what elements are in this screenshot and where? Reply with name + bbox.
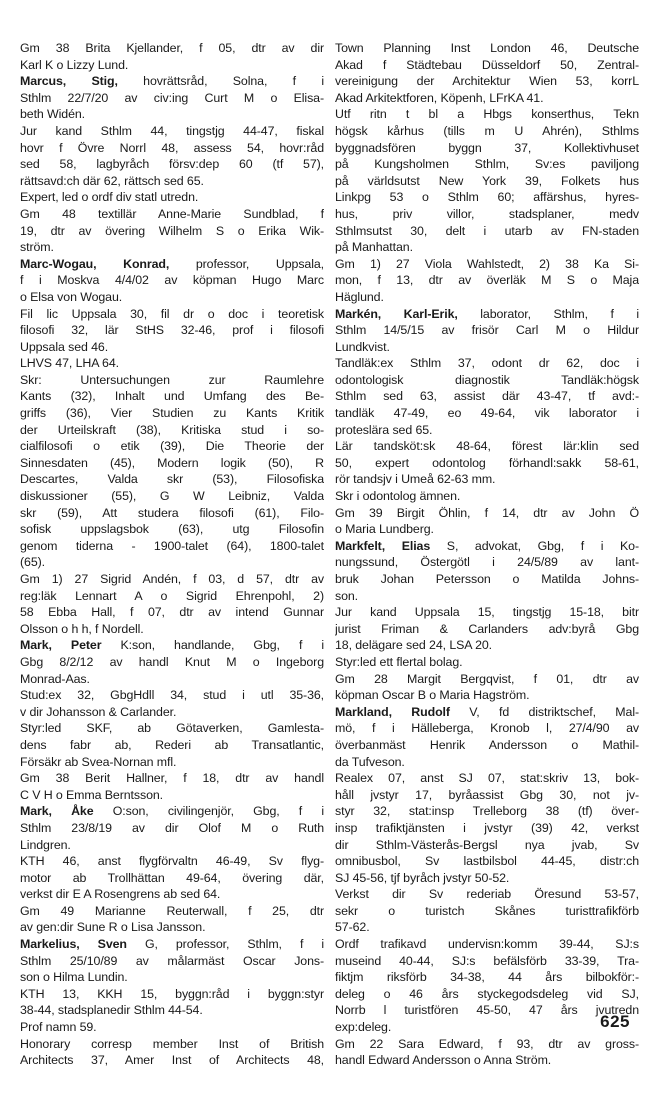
line-text: mon, f 13, dtr av överläk M S o Maja — [335, 273, 639, 288]
text-line — [335, 239, 639, 256]
line-text: C V H o Emma Berntsson. — [20, 787, 163, 802]
line-text: Lundkvist. — [335, 339, 390, 354]
line-text: styr 32, stat:insp Trelleborg 38 (tf) över- — [335, 804, 639, 819]
text-line — [335, 1019, 639, 1036]
text-line — [335, 322, 639, 339]
text-line — [20, 886, 324, 903]
left-column — [20, 40, 324, 1069]
text-line — [335, 687, 639, 704]
text-line — [20, 554, 324, 571]
line-text: 50, expert odontolog förhandl:sakk 58-61, — [335, 455, 639, 470]
page-number: 625 — [600, 1012, 630, 1031]
text-line — [20, 405, 324, 422]
text-line — [20, 1002, 324, 1019]
line-text: Fil lic Uppsala 30, fil dr o doc i teoretisk — [20, 306, 324, 321]
line-text: 18, delägare sed 24, LSA 20. — [335, 638, 493, 653]
entry-name: Marc-Wogau, Konrad, — [20, 256, 170, 271]
line-text: o Maria Lundberg. — [335, 522, 434, 537]
line-text: odontologisk diagnostik Tandläk:högsk — [335, 372, 639, 387]
text-line — [335, 870, 639, 887]
text-line — [335, 355, 639, 372]
text-line — [335, 571, 639, 588]
line-text: O:son, civilingenjör, Gbg, f i — [93, 804, 324, 819]
text-line — [335, 488, 639, 505]
text-line — [335, 770, 639, 787]
entry-name: Mark, Åke — [20, 804, 94, 819]
line-text: tandläk 47-49, eo 49-64, vik laborator i — [335, 406, 639, 421]
line-text: mö, f i Hälleberga, Kronob l, 27/4/90 av — [335, 721, 639, 736]
text-line — [20, 40, 324, 57]
line-text: son. — [335, 588, 359, 603]
line-text: ström. — [20, 240, 54, 255]
line-text: Sthlmsutst 30, delt i utarb av FN-staden — [335, 223, 639, 238]
text-line — [335, 189, 639, 206]
line-text: på Kungsholmen Sthlm, Sv:es paviljong — [335, 157, 639, 172]
text-line — [20, 189, 324, 206]
line-text: Akad Arkitektforen, Köpenh, LFrKA 41. — [335, 90, 544, 105]
line-text: verkst dir E A Rosengrens ab sed 64. — [20, 887, 221, 902]
line-text: griffs (36), Vier Studien zu Kants Kritik — [20, 406, 324, 421]
text-line — [335, 339, 639, 356]
text-line — [20, 372, 324, 389]
text-line — [335, 554, 639, 571]
text-line — [20, 140, 324, 157]
text-line — [20, 903, 324, 920]
entry-heading-line — [20, 803, 324, 820]
line-text: på Manhattan. — [335, 240, 413, 255]
text-line — [20, 422, 324, 439]
line-text: professor, Uppsala, — [169, 256, 324, 271]
entry-name: Markén, Karl-Erik, — [335, 306, 458, 321]
text-line — [20, 339, 324, 356]
line-text: dir Sthlm-Västerås-Bergsl nya jvab, Sv — [335, 837, 639, 852]
text-line — [335, 1002, 639, 1019]
text-line — [20, 837, 324, 854]
line-text: Gm 38 Brita Kjellander, f 05, dtr av dir — [20, 41, 324, 55]
line-text: omnibusbol, Sv lastbilsbol 44-45, distr:ch — [335, 854, 639, 869]
text-line — [20, 239, 324, 256]
text-line — [335, 372, 639, 389]
right-column — [335, 40, 639, 1069]
text-line — [335, 405, 639, 422]
text-line — [335, 903, 639, 920]
text-line — [20, 986, 324, 1003]
line-text: Architects 37, Amer Inst of Architects 48, — [20, 1053, 324, 1068]
text-line — [335, 422, 639, 439]
line-text: Descartes, Valda skr (53), Filosofiska — [20, 472, 324, 487]
text-line — [20, 505, 324, 522]
text-line — [20, 521, 324, 538]
line-text: motor ab Trollhättan 49-64, övering där, — [20, 870, 324, 885]
entry-heading-line — [20, 637, 324, 654]
text-line — [335, 206, 639, 223]
text-line — [335, 57, 639, 74]
line-text: Jur kand Uppsala 15, tingstjg 15-18, bitr — [335, 605, 639, 620]
text-line — [335, 505, 639, 522]
text-line — [20, 571, 324, 588]
text-line — [335, 1052, 639, 1069]
text-line — [20, 604, 324, 621]
line-text: Tandläk:ex Sthlm 37, odont dr 62, doc i — [335, 356, 639, 371]
text-line — [20, 820, 324, 837]
text-line — [20, 870, 324, 887]
text-line — [335, 256, 639, 273]
line-text: bruk Johan Petersson o Matilda Johns- — [335, 572, 639, 586]
line-text: köpman Oscar B o Maria Hagström. — [335, 688, 530, 703]
text-line — [335, 621, 639, 638]
line-text: Sthlm 23/8/19 av dir Olof M o Ruth — [20, 820, 324, 835]
line-text: Sthlm sed 63, assist där 43-47, tf avd:- — [335, 389, 639, 404]
line-text: Gm 1) 27 Sigrid Andén, f 03, d 57, dtr av — [20, 572, 324, 586]
text-line — [335, 455, 639, 472]
line-text: Town Planning Inst London 46, Deutsche — [335, 41, 639, 55]
line-text: håll jvstyr 17, byråassist Gbg 30, not jv- — [335, 787, 639, 802]
text-line — [335, 40, 639, 57]
line-text: Norrb l turistfören 45-50, 47 års jvutredn — [335, 1003, 639, 1018]
line-text: skr (59), Att studera filosofi (61), Filo- — [20, 505, 324, 520]
text-line — [335, 388, 639, 405]
text-line — [335, 73, 639, 90]
text-line — [20, 306, 324, 323]
text-line — [20, 289, 324, 306]
line-text: Karl K o Lizzy Lund. — [20, 57, 129, 72]
text-line — [20, 787, 324, 804]
text-line — [335, 106, 639, 123]
line-text: Gm 49 Marianne Reuterwall, f 25, dtr — [20, 903, 324, 918]
text-line — [335, 936, 639, 953]
line-text: Sinnesdaten (45), Modern logik (50), R — [20, 455, 324, 470]
line-text: Akad f Städtebau Düsseldorf 50, Zentral- — [335, 57, 639, 72]
text-line — [20, 588, 324, 605]
text-line — [20, 671, 324, 688]
text-line — [20, 1052, 324, 1069]
entry-heading-line — [20, 936, 324, 953]
line-text: KTH 13, KKH 15, byggn:råd i byggn:styr — [20, 986, 324, 1001]
line-text: Sthlm 14/5/15 av frisör Carl M o Hildur — [335, 323, 639, 338]
line-text: proteslära sed 65. — [335, 422, 433, 437]
line-text: (65). — [20, 555, 45, 570]
line-text: Lindgren. — [20, 837, 71, 852]
line-text: filosofi 32, lär StHS 32-46, prof i filosofi — [20, 323, 324, 338]
line-text: sekr o turistch Skånes turisttrafikförb — [335, 903, 639, 918]
text-line — [20, 538, 324, 555]
entry-name: Markelius, Sven — [20, 937, 127, 952]
text-line — [20, 969, 324, 986]
text-line — [20, 173, 324, 190]
line-text: hus, priv villor, stadsplaner, medv — [335, 206, 639, 221]
text-line — [335, 156, 639, 173]
text-line — [20, 853, 324, 870]
text-line — [335, 886, 639, 903]
line-text: diskussioner (55), G W Leibniz, Valda — [20, 489, 324, 504]
text-line — [335, 223, 639, 240]
line-text: Monrad-Aas. — [20, 671, 90, 686]
text-line — [335, 1036, 639, 1053]
line-text: Skr i odontolog ämnen. — [335, 489, 461, 504]
text-line — [335, 289, 639, 306]
entry-heading-line — [20, 256, 324, 273]
text-line — [335, 720, 639, 737]
line-text: Häglund. — [335, 289, 384, 304]
line-text: SJ 45-56, tjf byråch jvstyr 50-52. — [335, 870, 510, 885]
line-text: museind 40-44, SJ:s befälsförb 33-39, Tra- — [335, 953, 639, 968]
text-line — [20, 388, 324, 405]
line-text: handl Edward Andersson o Anna Ström. — [335, 1053, 552, 1068]
text-line — [335, 787, 639, 804]
text-line — [335, 853, 639, 870]
line-text: der Urteilskraft (38), Kritiska stud i so- — [20, 422, 324, 437]
text-line — [20, 754, 324, 771]
line-text: sofisk uppslagsbok (63), utg Filosofin — [20, 522, 324, 537]
line-text: nungssund, Östergötl i 24/5/89 av lant- — [335, 555, 639, 570]
line-text: fiktjm riksförb 34-38, 44 års bilbokför:- — [335, 970, 639, 985]
line-text: Skr: Untersuchungen zur Raumlehre — [20, 372, 324, 387]
entry-name: Marcus, Stig, — [20, 74, 118, 89]
line-text: hovr f Övre Norrl 48, assess 54, hovr:råd — [20, 140, 324, 155]
text-line — [335, 837, 639, 854]
line-text: rättsavd:ch där 62, rättsch sed 65. — [20, 173, 204, 188]
line-text: KTH 46, anst flygförvaltn 46-49, Sv flyg- — [20, 854, 324, 869]
text-line — [335, 754, 639, 771]
text-line — [20, 488, 324, 505]
text-line — [20, 654, 324, 671]
line-text: o Elsa von Wogau. — [20, 289, 123, 304]
line-text: byggnadsfören byggn 37, Kollektivhuset — [335, 140, 639, 155]
text-line — [20, 919, 324, 936]
line-text: Gm 48 textillär Anne-Marie Sundblad, f — [20, 206, 324, 221]
line-text: cialfilosofi o etik (39), Die Theorie der — [20, 439, 324, 454]
line-text: överbanmäst Henrik Andersson o Mathil- — [335, 737, 639, 752]
text-line — [335, 919, 639, 936]
line-text: på världsutst New York 39, Folkets hus — [335, 173, 639, 188]
line-text: Olsson o h h, f Nordell. — [20, 621, 144, 636]
line-text: reg:läk Lennart A o Sigrid Ehrenpohl, 2) — [20, 588, 324, 603]
text-line — [20, 223, 324, 240]
line-text: 38-44, stadsplanedir Sthlm 44-54. — [20, 1003, 203, 1018]
text-line — [335, 140, 639, 157]
line-text: dens fabr ab, Rederi ab Transatlantic, — [20, 737, 324, 752]
text-line — [335, 637, 639, 654]
line-text: Verkst dir Sv rederiab Öresund 53-57, — [335, 887, 639, 902]
line-text: G, professor, Sthlm, f i — [126, 937, 324, 952]
text-line — [335, 272, 639, 289]
entry-heading-line — [335, 704, 639, 721]
line-text: Prof namn 59. — [20, 1020, 97, 1035]
text-line — [20, 123, 324, 140]
text-line — [335, 953, 639, 970]
text-line — [20, 206, 324, 223]
line-text: Gm 28 Margit Bergqvist, f 01, dtr av — [335, 671, 639, 686]
text-line — [335, 654, 639, 671]
line-text: Sthlm 25/10/89 av målarmäst Oscar Jons- — [20, 953, 324, 968]
text-line — [20, 720, 324, 737]
line-text: Gm 22 Sara Edward, f 93, dtr av gross- — [335, 1036, 639, 1051]
text-line — [20, 737, 324, 754]
line-text: K:son, handlande, Gbg, f i — [101, 638, 324, 653]
line-text: insp trafiktjänsten i jvstyr (39) 42, verkst — [335, 820, 639, 835]
line-text: exp:deleg. — [335, 1020, 392, 1035]
line-text: LHVS 47, LHA 64. — [20, 356, 119, 371]
line-text: Gm 38 Berit Hallner, f 18, dtr av handl — [20, 771, 324, 786]
line-text: Gm 1) 27 Viola Wahlstedt, 2) 38 Ka Si- — [335, 256, 639, 271]
line-text: v dir Johansson & Carlander. — [20, 704, 177, 719]
entry-heading-line — [335, 306, 639, 323]
text-line — [20, 156, 324, 173]
line-text: laborator, Sthlm, f i — [457, 306, 639, 321]
text-line — [335, 588, 639, 605]
line-text: högsk kårhus (tills m U Ahrén), Sthlms — [335, 123, 639, 138]
line-text: f i Moskva 4/4/02 av köpman Hugo Marc — [20, 273, 324, 288]
line-text: S, advokat, Gbg, f i Ko- — [430, 538, 639, 553]
text-line — [335, 803, 639, 820]
line-text: Jur kand Sthlm 44, tingstjg 44-47, fiskal — [20, 123, 324, 138]
text-line — [335, 471, 639, 488]
line-text: 58 Ebba Hall, f 07, dtr av intend Gunnar — [20, 605, 324, 620]
text-line — [20, 1036, 324, 1053]
text-line — [20, 455, 324, 472]
text-line — [20, 770, 324, 787]
text-line — [20, 90, 324, 107]
text-line — [20, 621, 324, 638]
line-text: genom tiderna - 1900-talet (64), 1800-talet — [20, 538, 324, 553]
line-text: rör tandsjv i Umeå 62-63 mm. — [335, 472, 496, 487]
line-text: sed 58, lagbyråch försv:dep 60 (tf 57), — [20, 157, 324, 172]
line-text: Realex 07, anst SJ 07, stat:skriv 13, bok- — [335, 771, 639, 786]
entry-name: Markland, Rudolf — [335, 704, 450, 719]
entry-heading-line — [335, 538, 639, 555]
line-text: 57-62. — [335, 920, 370, 935]
text-line — [335, 969, 639, 986]
line-text: son o Hilma Lundin. — [20, 970, 128, 985]
line-text: av gen:dir Sune R o Lisa Jansson. — [20, 920, 206, 935]
text-line — [20, 1019, 324, 1036]
text-line — [20, 322, 324, 339]
line-text: Gbg 8/2/12 av handl Knut M o Ingeborg — [20, 654, 324, 669]
text-line — [335, 820, 639, 837]
text-line — [20, 704, 324, 721]
line-text: Styr:led ett flertal bolag. — [335, 654, 463, 669]
line-text: Styr:led SKF, ab Götaverken, Gamlesta- — [20, 721, 324, 736]
line-text: beth Widén. — [20, 107, 86, 122]
text-line — [20, 471, 324, 488]
line-text: Lär tandsköt:sk 48-64, förest lär:klin sed — [335, 439, 639, 454]
text-line — [335, 438, 639, 455]
text-line — [20, 438, 324, 455]
line-text: 19, dtr av övering Wilhelm S o Erika Wik- — [20, 223, 324, 238]
text-line — [335, 737, 639, 754]
text-line — [335, 90, 639, 107]
text-line — [335, 986, 639, 1003]
text-line — [20, 272, 324, 289]
line-text: deleg o 46 års styckegodsdeleg vid SJ, — [335, 986, 639, 1001]
line-text: Utf ritn t bl a Hbgs konserthus, Tekn — [335, 107, 639, 122]
text-line — [335, 604, 639, 621]
line-text: Honorary corresp member Inst of British — [20, 1036, 324, 1051]
line-text: Stud:ex 32, GbgHdll 34, stud i utl 35-36, — [20, 688, 324, 703]
text-line — [335, 671, 639, 688]
entry-name: Markfelt, Elias — [335, 538, 431, 553]
line-text: Sthlm 22/7/20 av civ:ing Curt M o Elisa- — [20, 90, 324, 105]
text-line — [20, 687, 324, 704]
line-text: Gm 39 Birgit Öhlin, f 14, dtr av John Ö — [335, 505, 639, 520]
line-text: Expert, led o ordf div statl utredn. — [20, 190, 199, 205]
line-text: Uppsala sed 46. — [20, 339, 109, 354]
line-text: Linkpg 53 o Sthlm 60; affärshus, hyres- — [335, 190, 639, 205]
text-line — [335, 521, 639, 538]
text-line — [20, 953, 324, 970]
text-line — [20, 355, 324, 372]
text-line — [335, 123, 639, 140]
line-text: da Tufveson. — [335, 754, 405, 769]
text-line — [335, 173, 639, 190]
line-text: V, fd distriktschef, Mal- — [449, 704, 639, 719]
line-text: Kants (32), Inhalt und Umfang des Be- — [20, 389, 324, 404]
line-text: Försäkr ab Svea-Nornan mfl. — [20, 754, 177, 769]
line-text: hovrättsråd, Solna, f i — [117, 74, 324, 89]
text-line — [20, 106, 324, 123]
entry-heading-line — [20, 73, 324, 90]
line-text: Ordf trafikavd undervisn:komm 39-44, SJ:s — [335, 937, 639, 952]
line-text: jurist Friman & Carlanders adv:byrå Gbg — [335, 621, 639, 636]
entry-name: Mark, Peter — [20, 638, 102, 653]
line-text: vereinigung der Architektur Wien 53, korrL — [335, 74, 639, 89]
text-line — [20, 57, 324, 74]
